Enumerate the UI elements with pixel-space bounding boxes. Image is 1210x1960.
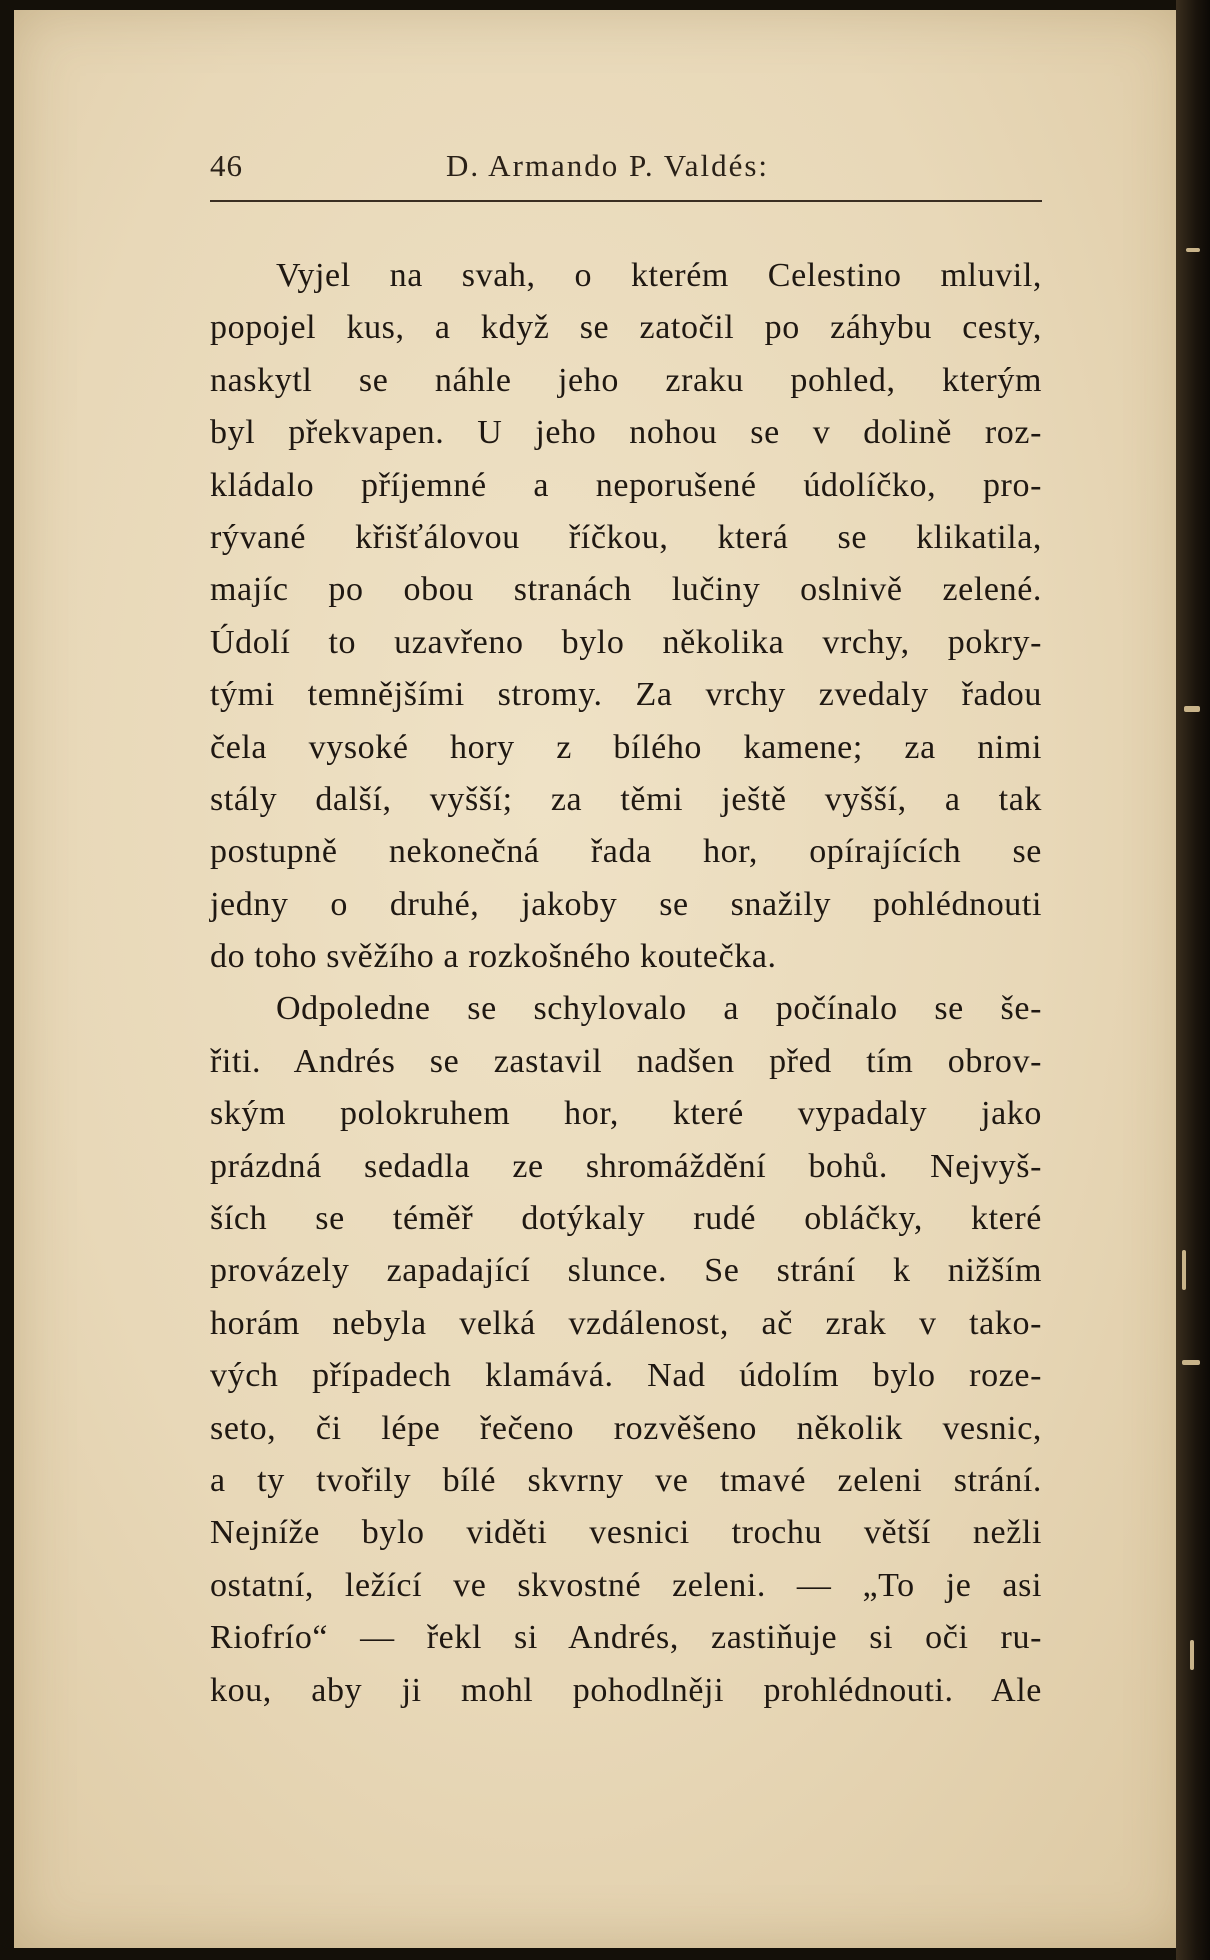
text-line: ších se téměř dotýkaly rudé obláčky, které (210, 1200, 1042, 1238)
text-line: rývané křišťálovou říčkou, která se klikatila, (210, 518, 1042, 556)
text-line: Údolí to uzavřeno bylo několika vrchy, pokry- (210, 623, 1042, 661)
text-line: seto, či lépe řečeno rozvěšeno několik vesnic, (210, 1409, 1042, 1447)
text-line: horám nebyla velká vzdálenost, ač zrak v tako- (210, 1304, 1042, 1342)
text-line: popojel kus, a když se zatočil po záhybu cesty, (210, 309, 1042, 347)
text-line: Nejníže bylo viděti vesnici trochu větší nežli (210, 1514, 1042, 1552)
text-line: provázely zapadající slunce. Se strání k nižším (210, 1252, 1042, 1290)
text-line: a ty tvořily bílé skvrny ve tmavé zeleni strání. (210, 1461, 1042, 1499)
text-line: vých případech klamává. Nad údolím bylo roze- (210, 1357, 1042, 1395)
text-line: tými temnějšími stromy. Za vrchy zvedaly řadou (210, 676, 1042, 714)
text-line: jedny o druhé, jakoby se snažily pohlédnouti (210, 885, 1042, 923)
text-line: řiti. Andrés se zastavil nadšen před tím obrov- (210, 1042, 1042, 1080)
text-line: prázdná sedadla ze shromáždění bohů. Nejvyš- (210, 1147, 1042, 1185)
text-line: postupně nekonečná řada hor, opírajících se (210, 833, 1042, 871)
text-line: kládalo příjemné a neporušené údolíčko, pro- (210, 466, 1042, 504)
text-line: stály další, vyšší; za těmi ještě vyšší, a tak (210, 780, 1042, 818)
text-line: Vyjel na svah, o kterém Celestino mluvil, (276, 257, 1042, 294)
text-line: čela vysoké hory z bílého kamene; za nimi (210, 728, 1042, 766)
text-line: byl překvapen. U jeho nohou se v dolině roz- (210, 414, 1042, 452)
page-number: 46 (210, 148, 243, 183)
text-line: ským polokruhem hor, které vypadaly jako (210, 1095, 1042, 1133)
body-text (210, 250, 1042, 1717)
text-line: Odpoledne se schylovalo a počínalo se še- (276, 990, 1042, 1028)
paragraph-1 (210, 250, 1042, 983)
text-line: majíc po obou stranách lučiny oslnivě zelené. (210, 571, 1042, 609)
text-line: Riofrío“ — řekl si Andrés, zastiňuje si oči ru- (210, 1619, 1042, 1657)
paragraph-2 (210, 983, 1042, 1716)
text-line: naskytl se náhle jeho zraku pohled, kterým (210, 361, 1042, 399)
header-rule (210, 200, 1042, 202)
running-title: D. Armando P. Valdés: (446, 148, 770, 183)
adjacent-page-edge (1176, 0, 1210, 1960)
text-line: ostatní, ležící ve skvostné zeleni. — „To je asi (210, 1566, 1042, 1604)
text-line: kou, aby ji mohl pohodlněji prohlédnouti. Ale (210, 1671, 1042, 1709)
running-head (210, 148, 1042, 198)
text-line: do toho svěžího a rozkošného koutečka. (210, 938, 777, 976)
